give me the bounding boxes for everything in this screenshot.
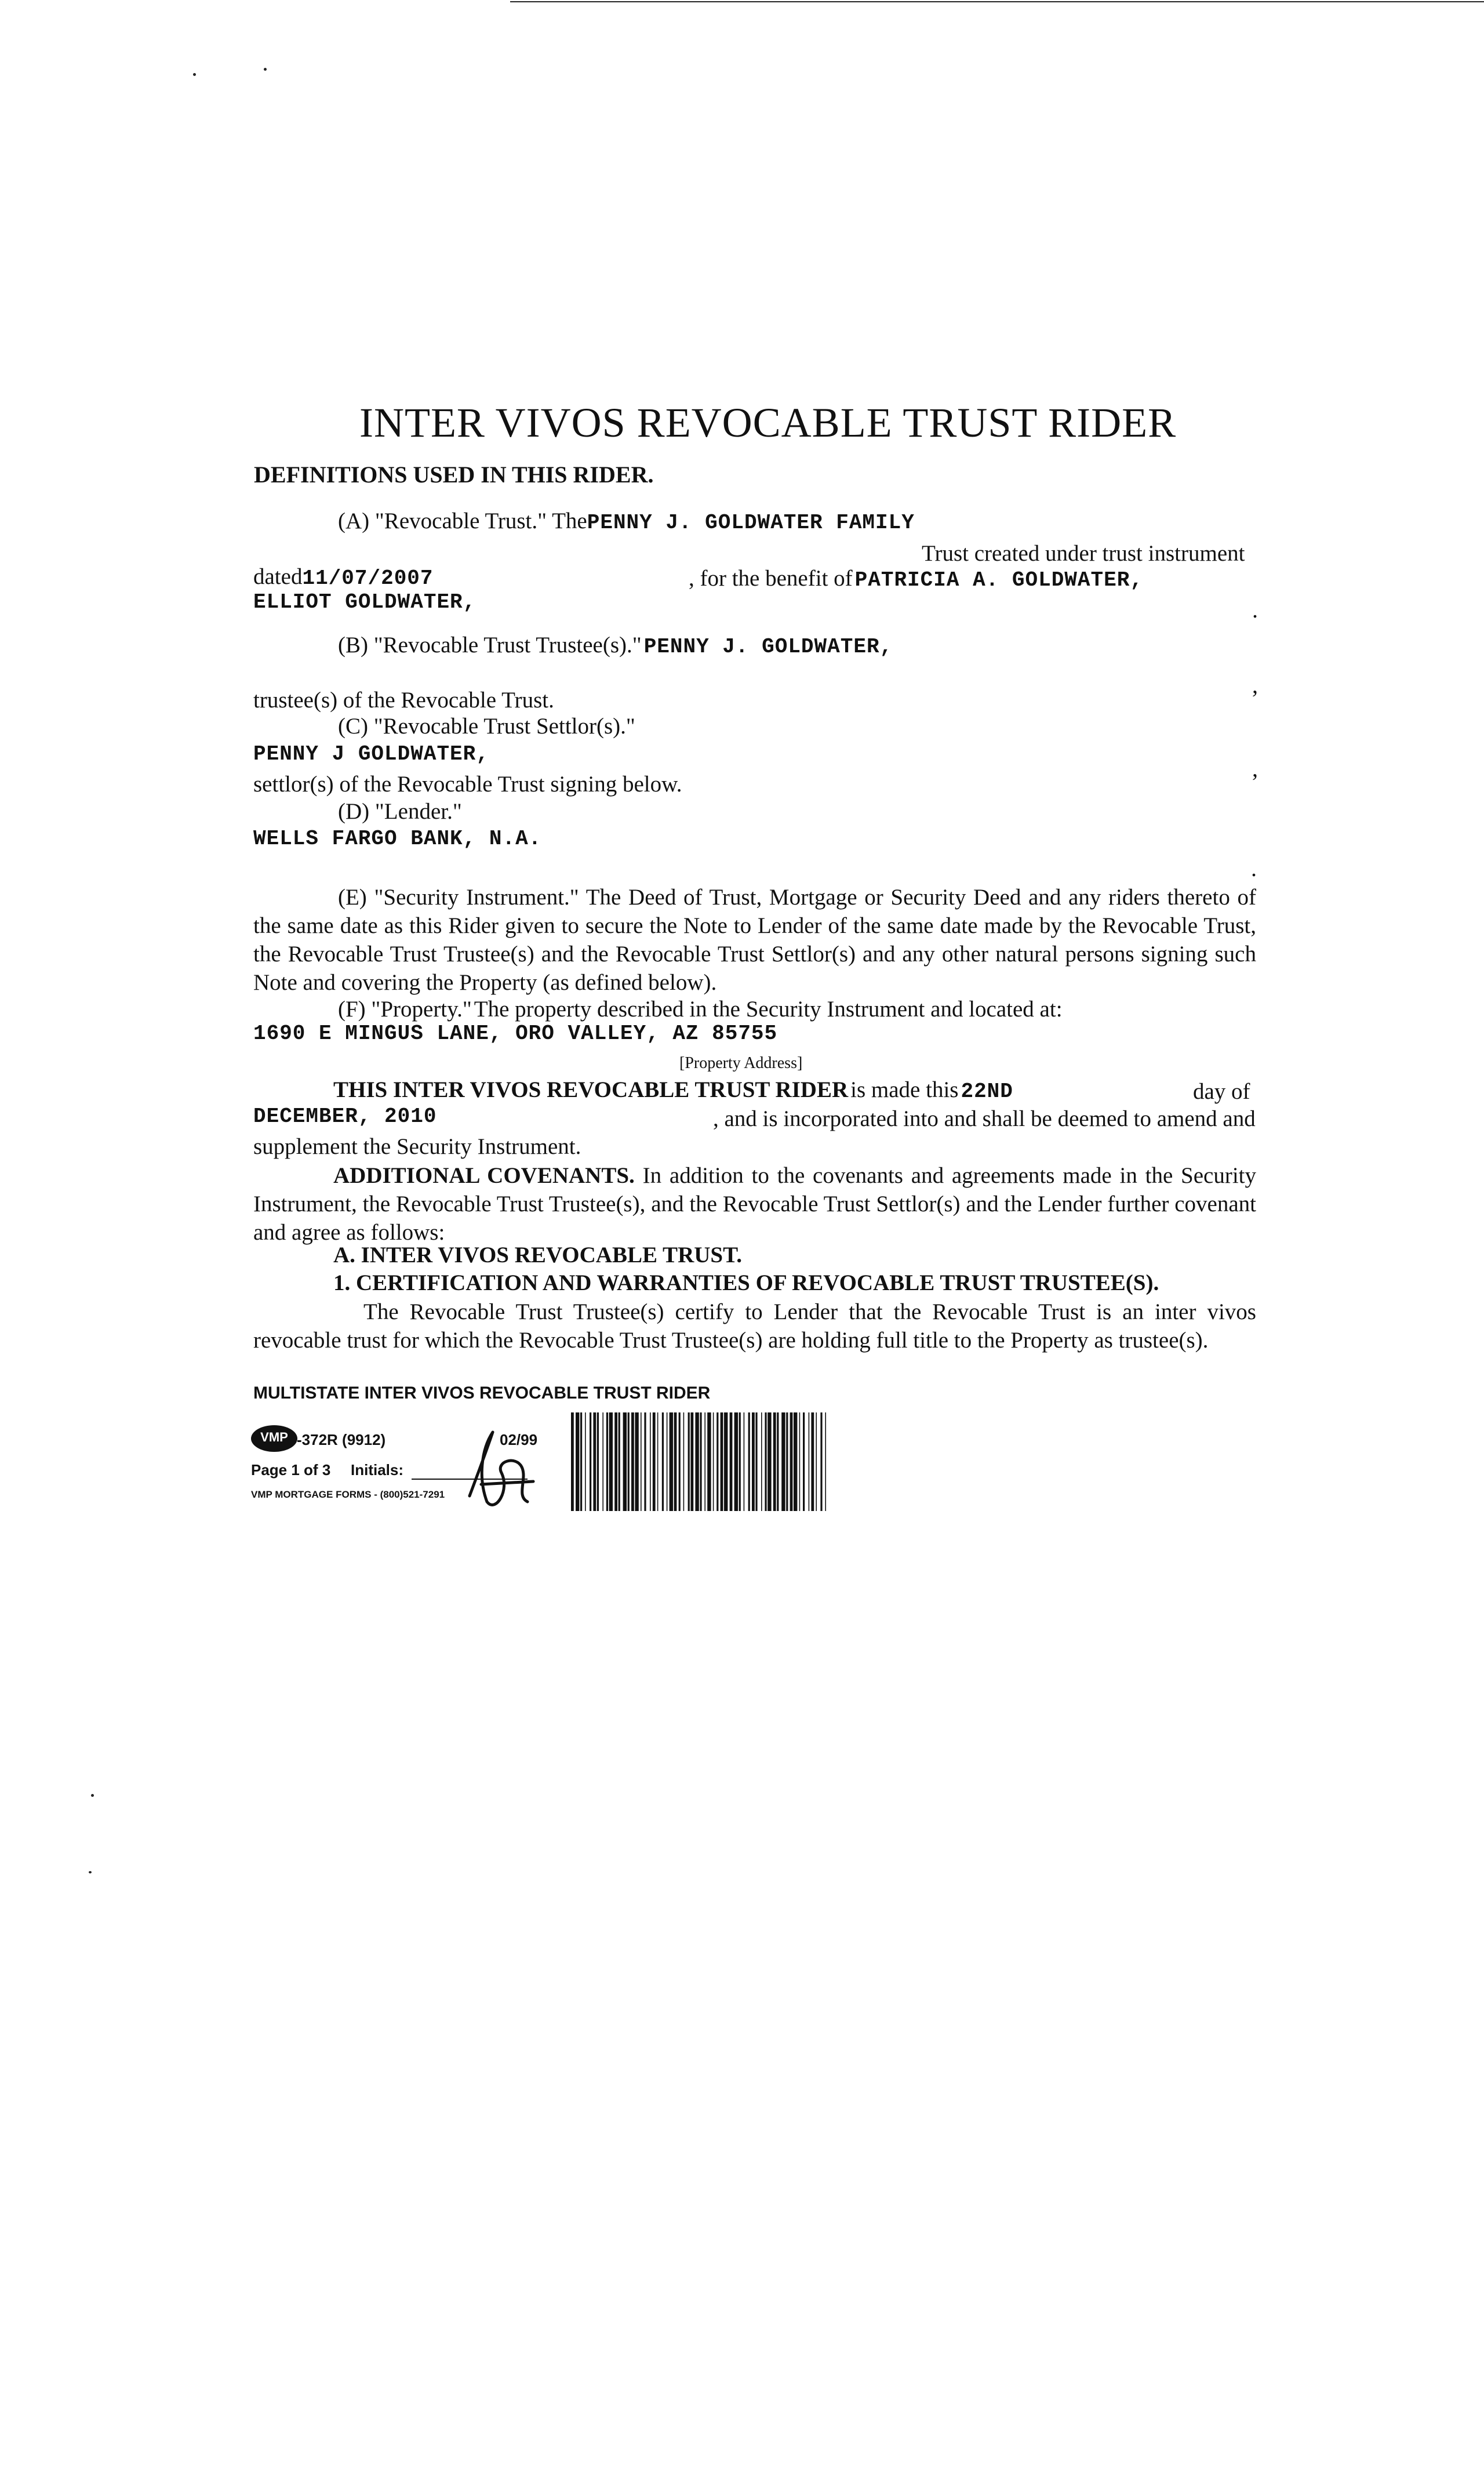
definition-f-line	[338, 996, 1063, 1022]
rider-day: 22ND	[961, 1080, 1013, 1103]
dated-label: dated	[253, 564, 303, 589]
definition-b-line	[338, 632, 893, 659]
barcode-bar	[809, 1412, 810, 1511]
barcode-bar	[644, 1412, 646, 1511]
made-clause-line	[333, 1077, 1013, 1103]
barcode-bar	[602, 1412, 603, 1511]
made-clause-tail: supplement the Security Instrument.	[253, 1134, 581, 1159]
definition-f-text: The property described in the Security Instrument and located at:	[474, 997, 1063, 1022]
barcode-bar	[683, 1412, 685, 1511]
dated-line	[253, 564, 434, 590]
barcode-bar	[628, 1412, 630, 1511]
barcode-bar	[786, 1412, 788, 1511]
beneficiary-2: ELLIOT GOLDWATER,	[253, 590, 477, 614]
settlor-tail: settlor(s) of the Revocable Trust signing below.	[253, 772, 682, 797]
barcode-bar	[619, 1412, 620, 1511]
initials-signature	[446, 1426, 545, 1519]
barcode-bar	[623, 1412, 627, 1511]
barcode-bar	[590, 1412, 591, 1511]
barcode-bar	[614, 1412, 617, 1511]
barcode-bar	[755, 1412, 757, 1511]
barcode-bar	[713, 1412, 714, 1511]
barcode-bar	[716, 1412, 718, 1511]
scan-mark: .	[1251, 855, 1257, 881]
barcode-bar	[816, 1412, 817, 1511]
definition-c-label: (C) "Revocable Trust Settlor(s)."	[338, 714, 635, 739]
made-this-text: is made this	[850, 1077, 959, 1102]
benefit-line	[689, 565, 1143, 592]
barcode-bar	[707, 1412, 711, 1511]
barcode-bar	[609, 1412, 613, 1511]
scan-mark: ,	[1252, 756, 1258, 782]
barcode	[571, 1412, 826, 1511]
made-clause-rest: , and is incorporated into and shall be deemed to amend and	[713, 1106, 1256, 1131]
rider-month-year: DECEMBER, 2010	[253, 1105, 437, 1128]
barcode-bar	[653, 1412, 656, 1511]
settlor-name: PENNY J GOLDWATER,	[253, 742, 489, 766]
barcode-bar	[597, 1412, 599, 1511]
definition-e-paragraph	[253, 883, 1256, 997]
barcode-bar	[690, 1412, 693, 1511]
barcode-bar	[777, 1412, 779, 1511]
section-1-text: The Revocable Trust Trustee(s) certify to Lender that the Revocable Trust is an inter vivos revocable trust for which the Revocable Trust Trustee(s) are holding full title to the Property as trustee(s).	[253, 1299, 1256, 1353]
scan-speck	[193, 73, 196, 76]
property-address: 1690 E MINGUS LANE, ORO VALLEY, AZ 85755	[253, 1022, 778, 1045]
definition-a-label: (A) "Revocable Trust." The	[338, 509, 587, 533]
barcode-bar	[704, 1412, 705, 1511]
trustee-tail: trustee(s) of the Revocable Trust.	[253, 688, 554, 713]
form-date: 02/99	[500, 1431, 538, 1448]
barcode-bar	[674, 1412, 677, 1511]
trustee-name: PENNY J. GOLDWATER,	[643, 635, 893, 659]
definition-e-label: (E) "Security Instrument."	[338, 885, 579, 910]
barcode-bar	[670, 1412, 673, 1511]
definition-f-label: (F) "Property."	[338, 997, 472, 1022]
section-1-heading: 1. CERTIFICATION AND WARRANTIES OF REVOCABLE TRUST TRUSTEE(S).	[333, 1270, 1159, 1295]
barcode-bar	[667, 1412, 668, 1511]
covenants-text: In addition to the covenants and agreements made in the Security Instrument, the Revocable Trust Trustee(s), and the Revocable Trust Settlor(s) and the Lender further covenant and agree as follows:	[253, 1163, 1257, 1245]
top-border-line	[510, 1, 1484, 2]
day-of-text: day of	[1193, 1079, 1250, 1104]
barcode-bar	[679, 1412, 681, 1511]
barcode-bar	[724, 1412, 728, 1511]
form-number: -372R (9912)	[297, 1431, 386, 1448]
scan-speck	[264, 68, 267, 71]
barcode-bar	[695, 1412, 699, 1511]
trust-created-text: Trust created under trust instrument	[922, 541, 1245, 566]
barcode-bar	[773, 1412, 776, 1511]
barcode-bar	[662, 1412, 664, 1511]
barcode-bar	[752, 1412, 755, 1511]
barcode-bar	[631, 1412, 634, 1511]
barcode-bar	[794, 1412, 797, 1511]
barcode-bar	[700, 1412, 701, 1511]
lender-name: WELLS FARGO BANK, N.A.	[253, 827, 542, 851]
barcode-bar	[803, 1412, 805, 1511]
vmp-logo: VMP	[251, 1425, 297, 1452]
scan-speck	[91, 1794, 94, 1797]
initials-label: Initials:	[351, 1461, 404, 1479]
barcode-bar	[820, 1412, 822, 1511]
barcode-bar	[721, 1412, 723, 1511]
page-number: Page 1 of 3	[251, 1461, 331, 1479]
trust-name: PENNY J. GOLDWATER FAMILY	[587, 511, 915, 535]
barcode-bar	[781, 1412, 785, 1511]
barcode-bar	[580, 1412, 582, 1511]
trust-date: 11/07/2007	[302, 566, 434, 590]
property-address-caption: [Property Address]	[679, 1054, 803, 1072]
barcode-bar	[688, 1412, 690, 1511]
definition-d-label: (D) "Lender."	[338, 799, 462, 824]
barcode-bar	[641, 1412, 642, 1511]
covenants-paragraph	[253, 1161, 1256, 1247]
barcode-bar	[748, 1412, 750, 1511]
definition-e-text: The Deed of Trust, Mortgage or Security Deed and any riders thereto of the same date as this Rider given to secure the Note to Lender of the same date made by the Revocable Trust, the Revocable Trust Trustee(s) and the Revocable Trust Settlor(s) and any other natural persons signing such Note and covering the Property (as defined below).	[253, 885, 1257, 995]
barcode-bar	[739, 1412, 741, 1511]
vendor-line: VMP MORTGAGE FORMS - (800)521-7291	[251, 1489, 445, 1500]
covenants-lead: ADDITIONAL COVENANTS.	[333, 1163, 635, 1188]
definition-b-label: (B) "Revocable Trust Trustee(s)."	[338, 633, 642, 658]
section-a-heading: A. INTER VIVOS REVOCABLE TRUST.	[333, 1243, 742, 1267]
made-clause-lead: THIS INTER VIVOS REVOCABLE TRUST RIDER	[333, 1077, 849, 1102]
barcode-bar	[744, 1412, 745, 1511]
barcode-bar	[799, 1412, 801, 1511]
barcode-bar	[761, 1412, 762, 1511]
barcode-bar	[571, 1412, 574, 1511]
beneficiary-1: PATRICIA A. GOLDWATER,	[854, 568, 1143, 592]
barcode-bar	[825, 1412, 826, 1511]
barcode-bar	[650, 1412, 651, 1511]
definitions-heading: DEFINITIONS USED IN THIS RIDER.	[254, 462, 654, 488]
barcode-bar	[730, 1412, 733, 1511]
barcode-bar	[585, 1412, 586, 1511]
barcode-bar	[765, 1412, 766, 1511]
barcode-bar	[734, 1412, 738, 1511]
scan-mark: ,	[1252, 672, 1258, 698]
scan-speck	[89, 1871, 92, 1873]
scan-mark: .	[1252, 597, 1258, 623]
benefit-label: , for the benefit of	[689, 566, 853, 591]
definition-a-line	[338, 508, 915, 535]
barcode-bar	[811, 1412, 814, 1511]
barcode-bar	[768, 1412, 771, 1511]
barcode-bar	[790, 1412, 793, 1511]
document-title: INTER VIVOS REVOCABLE TRUST RIDER	[359, 399, 1177, 446]
barcode-bar	[635, 1412, 638, 1511]
barcode-bar	[657, 1412, 659, 1511]
barcode-bar	[593, 1412, 596, 1511]
form-title: MULTISTATE INTER VIVOS REVOCABLE TRUST RIDER	[253, 1383, 711, 1403]
barcode-bar	[576, 1412, 579, 1511]
barcode-bar	[606, 1412, 608, 1511]
